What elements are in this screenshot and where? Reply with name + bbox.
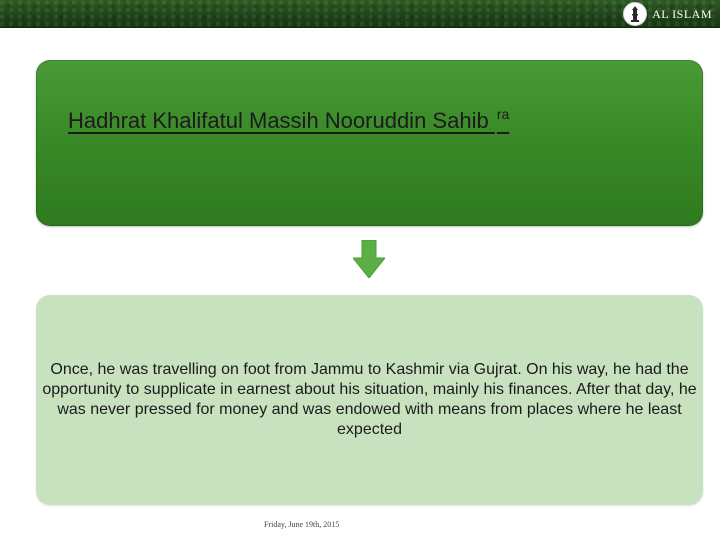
brand-text: AL ISLAM xyxy=(652,6,712,21)
header-bar xyxy=(0,0,720,28)
minaret-logo-icon xyxy=(623,2,647,26)
down-arrow-icon xyxy=(353,240,385,278)
slide-title xyxy=(68,106,509,134)
brand xyxy=(623,3,712,25)
slide-title-superscript: ra xyxy=(496,106,510,122)
footer-date: Friday, June 19th, 2015 xyxy=(264,520,340,529)
slide-title-text: Hadhrat Khalifatul Massih Nooruddin Sahib xyxy=(68,108,489,133)
title-box xyxy=(36,60,703,226)
slide-body-text: Once, he was travelling on foot from Jammu to Kashmir via Gujrat. On his way, he had the opportunity to supplicate in earnest about his situation, mainly his finances. After that day, he was never pressed for money and was endowed with means from places where he least expected xyxy=(42,361,697,438)
